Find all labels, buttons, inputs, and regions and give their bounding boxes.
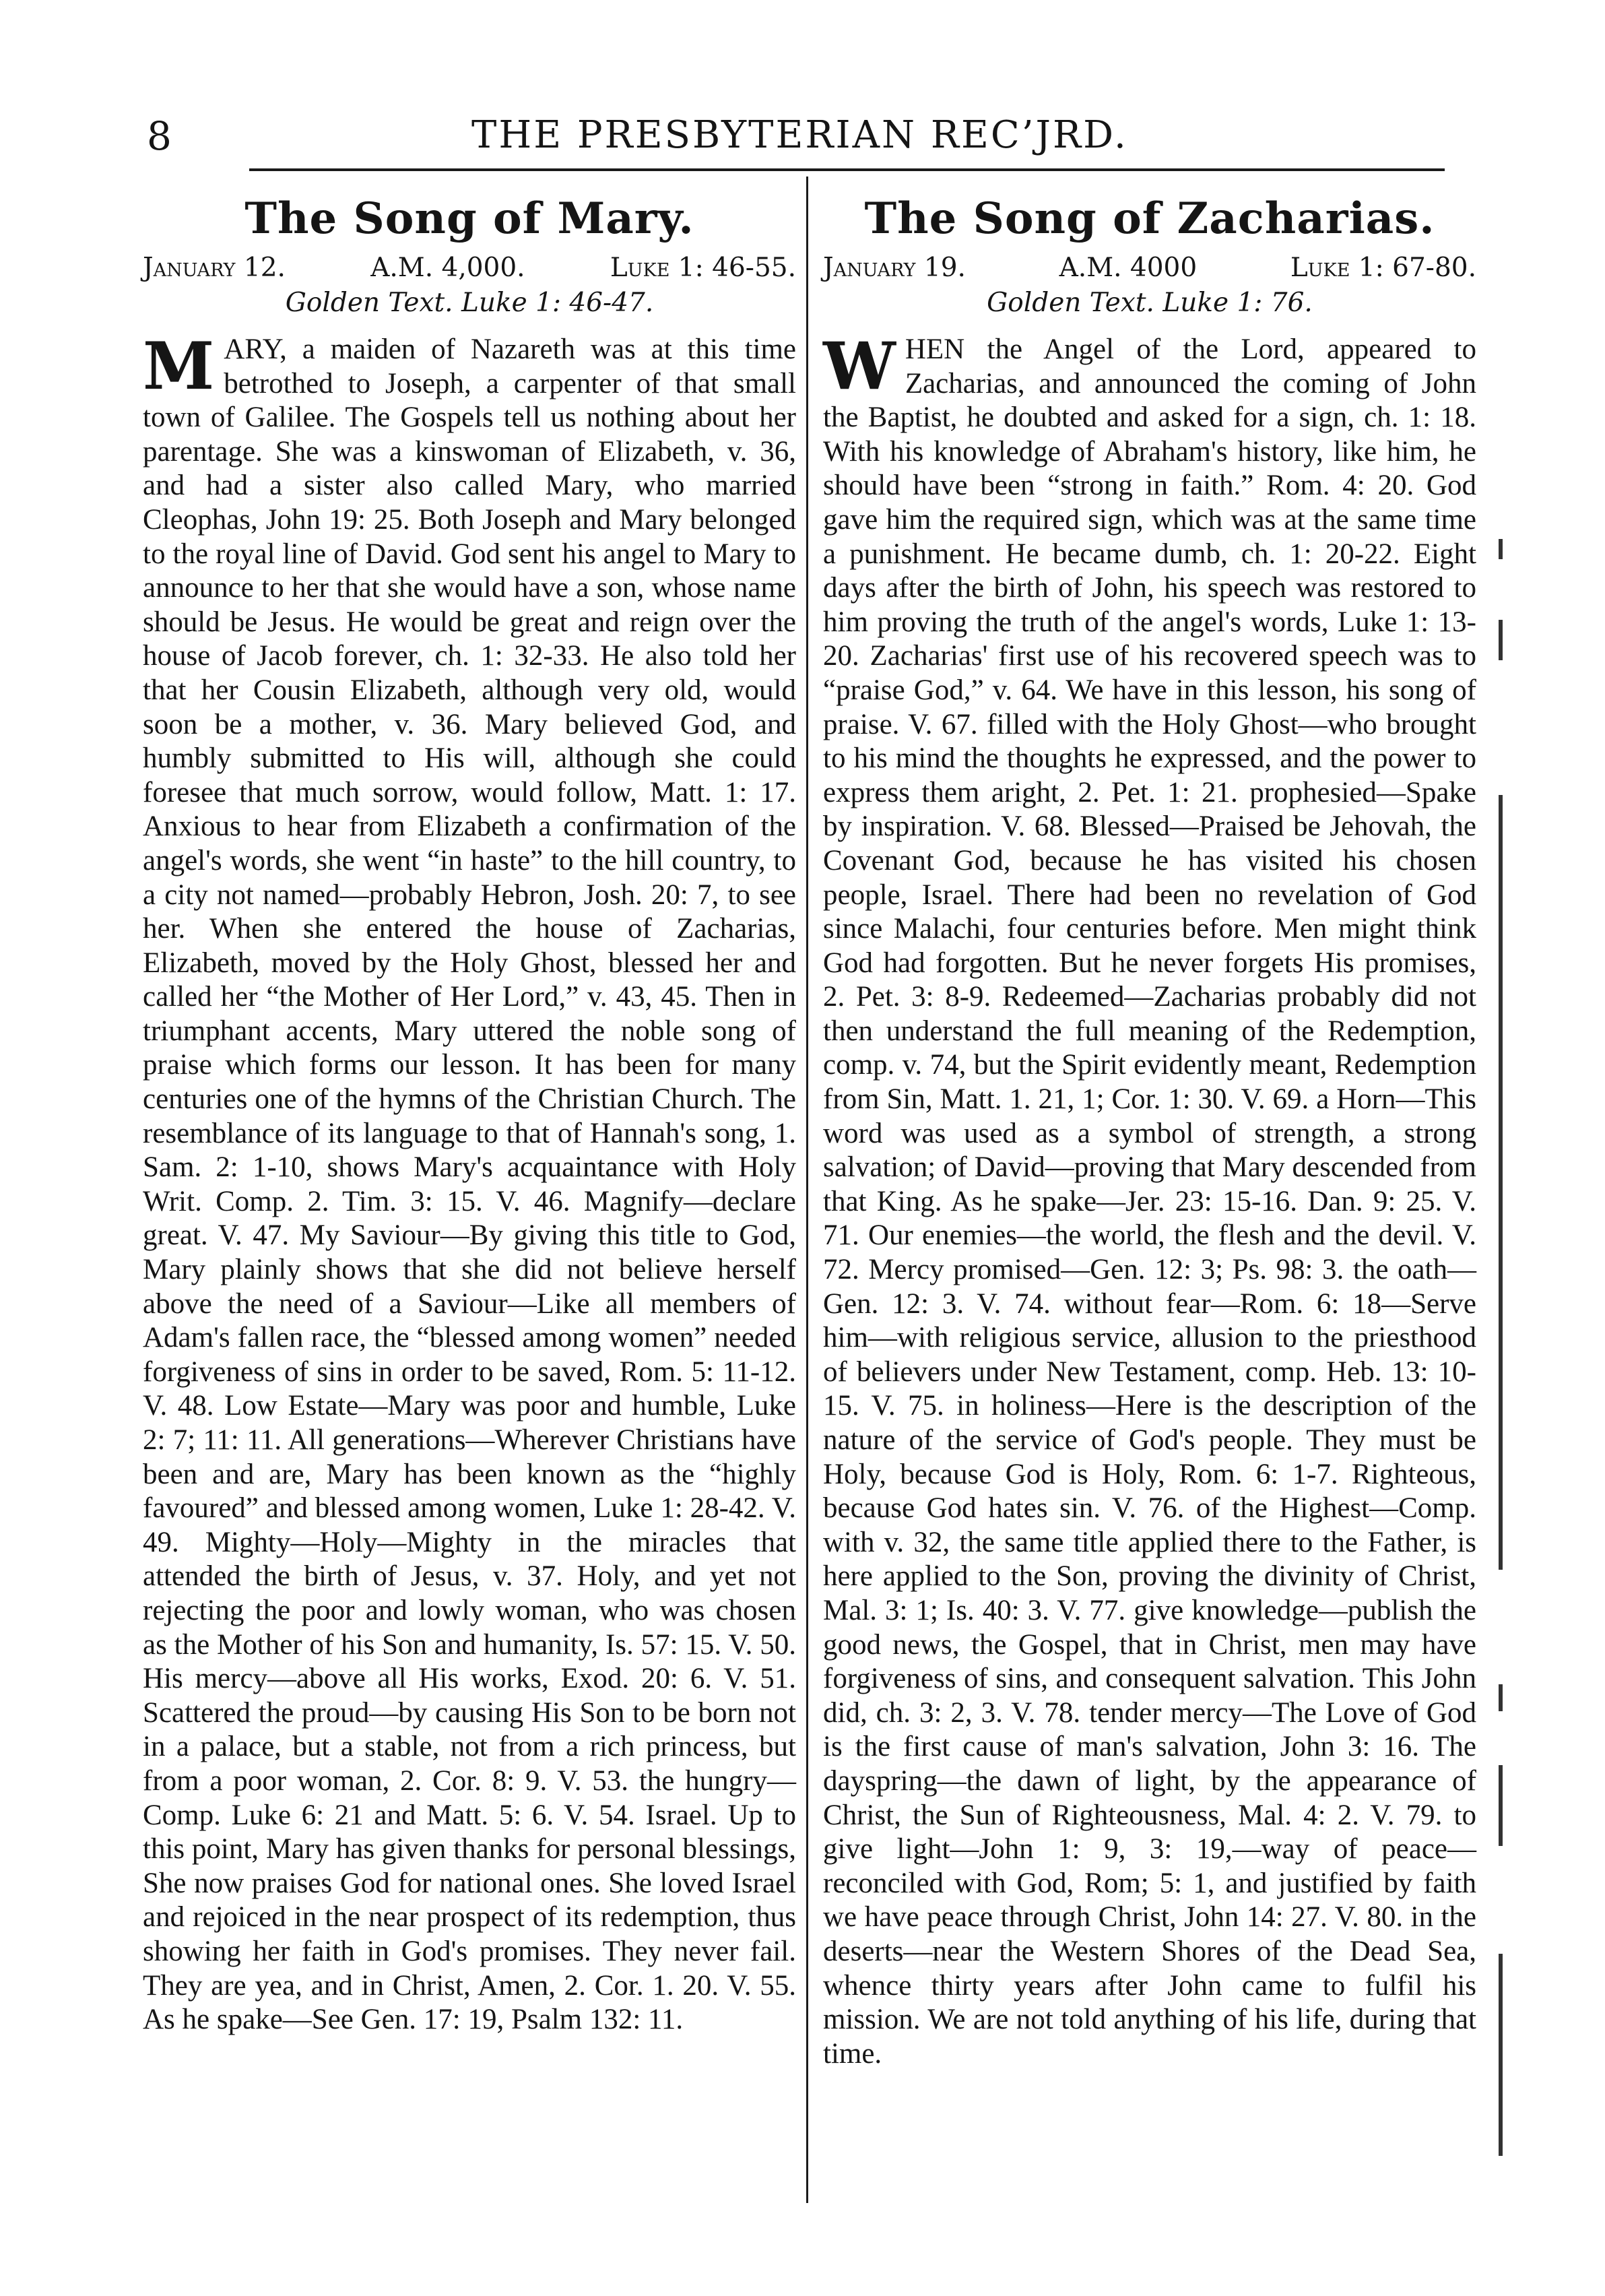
lesson-date: January 12.	[143, 253, 286, 283]
lesson-title: The Song of Mary.	[244, 193, 694, 244]
drop-cap: W	[823, 328, 896, 404]
golden-text: Golden Text. Luke 1: 76.	[987, 288, 1313, 318]
header-rule	[249, 168, 1445, 171]
golden-text: Golden Text. Luke 1: 46-47.	[285, 288, 654, 318]
margin-scan-marks	[1499, 539, 1539, 2156]
running-title: THE PRESBYTERIAN REC’JRD.	[471, 113, 1128, 157]
lesson-meta	[143, 251, 796, 286]
lesson-body-text: ARY, a maiden of Nazareth was at this time betrothed to Joseph, a carpenter of that small town of Galilee. The Gospels tell us nothing about her parentage. She was a kinswoman of Elizabeth, v. 36, and had a sister also called Mary, who married Cleophas, John 19: 25. Both Joseph and Mary belonged to the royal line of David. God sent his angel to Mary to announce to her that she would have a son, whose name should be Jesus. He would be great and reign over the house of Jacob forever, ch. 1: 32-33. He also told her that her Cousin Elizabeth, although very old, would soon be a mother, v. 36. Mary believed God, and humbly submitted to His will, although she could foresee that much sorrow, would follow, Matt. 1: 17. Anxious to hear from Elizabeth a confirmation of the angel's words, she went “in haste” to the hill country, to a city not named—probably Hebron, Josh. 20: 7, to see her. When she entered the house of Zacharias, Elizabeth, moved by the Holy Ghost, blessed her and called her “the Mother of Her Lord,” v. 43, 45. Then in triumphant accents, Mary uttered the noble song of praise which forms our lesson. It has been for many centuries one of the hymns of the Christian Church. The resemblance of its language to that of Hannah's song, 1. Sam. 2: 1-10, shows Mary's acquaintance with Holy Writ. Comp. 2. Tim. 3: 15. V. 46. Magnify—declare great. V. 47. My Saviour—By giving this title to God, Mary plainly shows that she did not believe herself above the need of a Saviour—Like all members of Adam's fallen race, the “blessed among women” needed forgiveness of sins in order to be saved, Rom. 5: 11-12. V. 48. Low Estate—Mary was poor and humble, Luke 2: 7; 11: 11. All generations—Wherever Christians have been and are, Mary has been known as the “highly favoured” and blessed among women, Luke 1: 28-42. V. 49. Mighty—Holy—Mighty in the miracles that attended the birth of Jesus, v. 37. Holy, and yet not rejecting the poor and lowly woman, who was chosen as the Mother of his Son and humanity, Is. 57: 15. V. 50. His mercy—above all His works, Exod. 20: 6. V. 51. Scattered the proud—by causing His Son to be born not in a palace, but a stable, not from a rich princess, but from a poor woman, 2. Cor. 8: 9. V. 53. the hungry—Comp. Luke 6: 21 and Matt. 5: 6. V. 54. Israel. Up to this point, Mary has given thanks for personal blessings, She now praises God for national ones. She loved Israel and rejoiced in the near prospect of its redemption, thus showing her faith in God's promises. They never fail. They are yea, and in Christ, Amen, 2. Cor. 1. 20. V. 55. As he spake—See Gen. 17: 19, Psalm 132: 11.	[143, 333, 796, 2036]
column-divider	[806, 177, 808, 2203]
lesson-title: The Song of Zacharias.	[864, 193, 1435, 244]
page-header	[0, 101, 1605, 168]
lesson-meta	[823, 251, 1476, 286]
lesson-body-text: HEN the Angel of the Lord, appeared to Zacharias, and announced the coming of John the Baptist, he doubted and asked for a sign, ch. 1: 18. With his knowledge of Abraham's history, like him, he should have been “strong in faith.” Rom. 4: 20. God gave him the required sign, which was at the same time a punishment. He became dumb, ch. 1: 20-22. Eight days after the birth of John, his speech was restored to him proving the truth of the angel's words, Luke 1: 13-20. Zacharias' first use of his recovered speech was to “praise God,” v. 64. We have in this lesson, his song of praise. V. 67. filled with the Holy Ghost—who brought to his mind the thoughts he expressed, and the power to express them aright, 2. Pet. 1: 21. prophesied—Spake by inspiration. V. 68. Blessed—Praised be Jehovah, the Covenant God, because he has visited his chosen people, Israel. There had been no revelation of God since Malachi, four centuries before. Men might think God had forgotten. But he never forgets His promises, 2. Pet. 3: 8-9. Redeemed—Zacharias probably did not then understand the full meaning of the Redemption, comp. v. 74, but the Spirit evidently meant, Redemption from Sin, Matt. 1. 21, 1; Cor. 1: 30. V. 69. a Horn—This word was used as a symbol of strength, a strong salvation; of David—proving that Mary descended from that King. As he spake—Jer. 23: 15-16. Dan. 9: 25. V. 71. Our enemies—the world, the flesh and the devil. V. 72. Mercy promised—Gen. 12: 3; Ps. 98: 3. the oath—Gen. 12: 3. V. 74. without fear—Rom. 6: 18—Serve him—with religious service, allusion to the priesthood of believers under New Testament, comp. Heb. 13: 10-15. V. 75. in holiness—Here is the description of the nature of the service of God's people. They must be Holy, because God is Holy, Rom. 6: 1-7. Righteous, because God hates sin. V. 76. of the Highest—Comp. with v. 32, the same title applied there to the Father, is here applied to the Son, proving the divinity of Christ, Mal. 3: 1; Is. 40: 3. V. 77. give knowledge—publish the good news, the Gospel, that in Christ, men may have forgiveness of sins, and consequent salvation. This John did, ch. 3: 2, 3. V. 78. tender mercy—The Love of God is the first cause of man's salvation, John 3: 16. The dayspring—the dawn of light, by the appearance of Christ, the Sun of Righteousness, Mal. 4: 2. V. 79. to give light—John 1: 9, 3: 19,—way of peace—reconciled with God, Rom; 5: 1, and justified by faith we have peace through Christ, John 14: 27. V. 80. in the deserts—near the Western Shores of the Dead Sea, whence thirty years after John came to fulfil his mission. We are not told anything of his life, during that time.	[823, 333, 1476, 2070]
lesson-body	[823, 328, 1476, 2071]
lesson-body	[143, 328, 796, 2037]
drop-cap: M	[143, 328, 215, 404]
page-number: 8	[147, 113, 172, 159]
lesson-reference: Luke 1: 46-55.	[610, 253, 796, 283]
lesson-date: January 19.	[823, 253, 966, 283]
lesson-reference: Luke 1: 67-80.	[1290, 253, 1476, 283]
lesson-year: A.M. 4000	[1059, 253, 1198, 283]
lesson-column-right	[823, 177, 1476, 2071]
lesson-year: A.M. 4,000.	[370, 253, 525, 283]
lesson-column-left	[143, 177, 796, 2037]
